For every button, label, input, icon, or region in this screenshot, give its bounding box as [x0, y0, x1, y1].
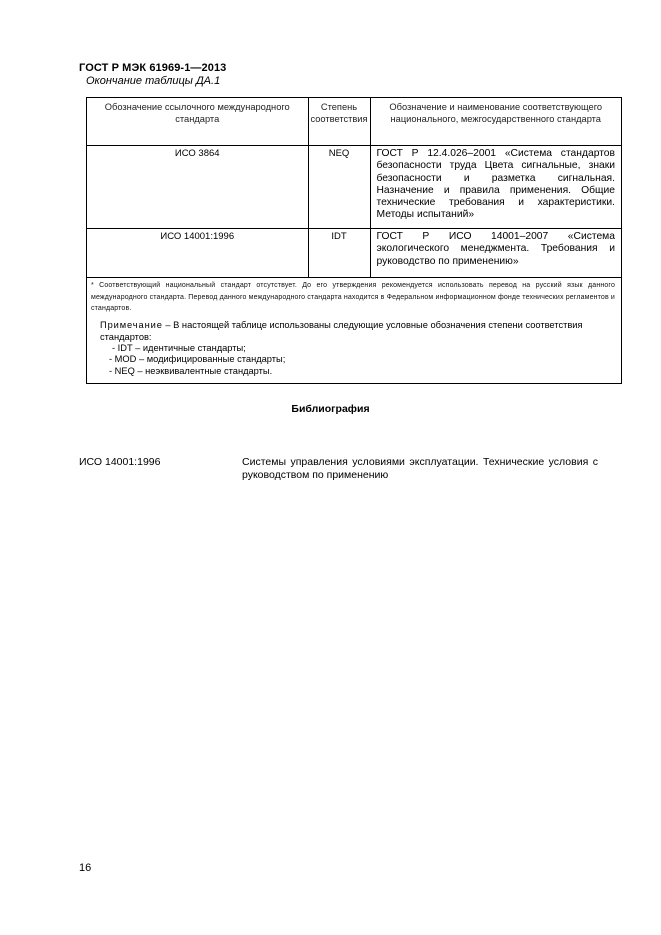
column-header-international: Обозначение ссылочного международного стандарта	[87, 98, 309, 146]
note-label: Примечание	[100, 319, 163, 330]
cell-national-standard: ГОСТ Р ИСО 14001–2007 «Система экологического менеджмента. Требования и руководство по применению»	[370, 229, 622, 278]
column-header-national: Обозначение и наименование соответствующего национального, межгосударственного стандарта	[370, 98, 622, 146]
table-footnote: * Соответствующий национальный стандарт отсутствует. До его утверждения рекомендуется использовать перевод на русский язык данного международного стандарта. Перевод данного международного стандарта находится в Федеральном информационном фонде технических регламентов и стандартов.	[91, 282, 615, 312]
cell-international-standard: ИСО 14001:1996	[87, 229, 309, 278]
note-item: - IDT – идентичные стандарты;	[112, 342, 246, 353]
table-header-row	[87, 98, 622, 146]
table-row	[87, 229, 622, 278]
cell-national-standard: ГОСТ Р 12.4.026–2001 «Система стандартов безопасности труда Цвета сигнальные, знаки безопасности и разметка сигнальная. Назначение и правила применения. Общие технические требования и характеристики. Методы испытаний»	[370, 146, 622, 229]
table-footer	[87, 278, 622, 384]
bibliography-entry-code: ИСО 14001:1996	[79, 456, 161, 468]
table-continuation-caption: Окончание таблицы ДА.1	[86, 75, 221, 87]
cell-degree: NEQ	[308, 146, 370, 229]
reference-standards-table	[86, 97, 622, 384]
bibliography-title: Библиография	[291, 403, 370, 415]
cell-international-standard: ИСО 3864	[87, 146, 309, 229]
column-header-degree: Степень соответствия	[308, 98, 370, 146]
table-row	[87, 146, 622, 229]
cell-degree: IDT	[308, 229, 370, 278]
note-item: - NEQ – неэквивалентные стандарты.	[109, 365, 273, 376]
page-number: 16	[79, 862, 92, 874]
document-code: ГОСТ Р МЭК 61969-1—2013	[79, 62, 227, 74]
note-text: – В настоящей таблице использованы следующие условные обозначения степени соответствия стандартов:	[100, 319, 583, 342]
bibliography-entry-text: Системы управления условиями эксплуатации. Технические условия с руководством по применению	[242, 456, 598, 481]
table-footer-row	[87, 278, 622, 384]
note-item: - MOD – модифицированные стандарты;	[109, 354, 286, 364]
table-note	[91, 319, 615, 343]
